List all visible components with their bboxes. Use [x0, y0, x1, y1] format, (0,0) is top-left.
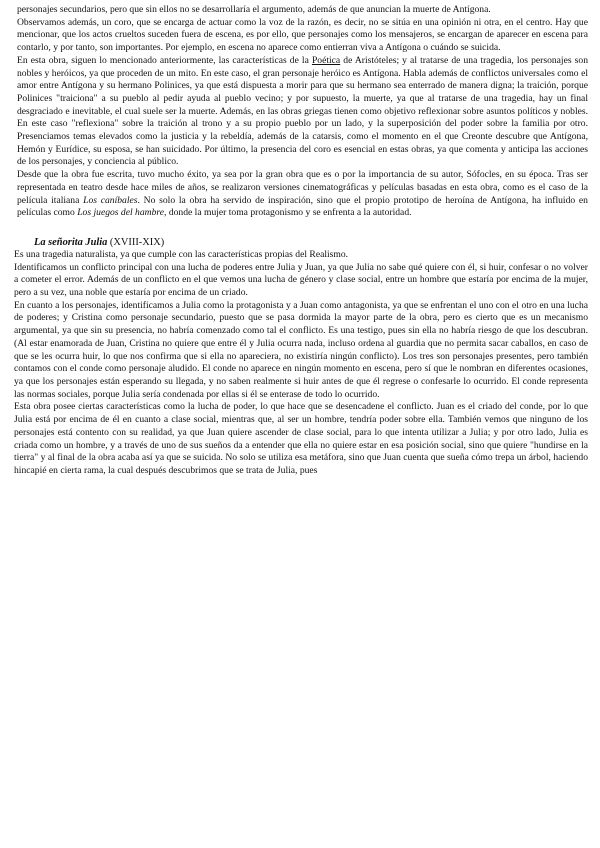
film-title-juegos: Los juegos del hambre — [77, 207, 165, 219]
paragraph-poetica — [17, 55, 588, 169]
section-heading — [34, 236, 588, 249]
paragraph-personajes: En cuanto a los personajes, identificamos a Julia como la protagonista y a Juan como antagonista, ya que se enfrentan el uno con el otro en una lucha de poderes; y Cristina como personaje secundario, puesto que se pasa dormida la mayor parte de la obra, pero es cierto que es un mecanismo argumental, ya que sin su presencia, no habría comenzado como tal el conflicto. Es una testigo, pues sin ella no habría riesgo de que los descubran. (Al estar enamorada de Juan, Cristina no quiere que entre él y Julia ocurra nada, incluso ordena al guardia que no permita sacar caballos, en caso de que se les ocurra huir, lo que nos confirma que si ella no apareciera, no existiría ningún conflicto). Los tres son personajes presentes, pero también contamos con el conde como personaje aludido. El conde no aparece en ningún momento en escena, pero sí que le nombran en diferentes ocasiones, ya que los personajes están esperando su llegada, y no saben realmente si huir antes de que él regrese o confesarle lo ocurrido. El conde representa las normas sociales, porque Julia sería condenada por ellas si él se enterase de todo lo ocurrido. — [14, 299, 588, 400]
text-run: de Aristóteles; y al tratarse de una tragedia, los personajes son nobles y heróicos, ya que proceden de un mito. En este caso, el gran personaje heróico es Antígona. Habla además de conflictos universales como el amor entre Antígona y su hermano Polinices, ya que está dispuesta a morir para que su hermano sea enterrado de manera digna; la traición, porque Polinices "traiciona" a su pueblo al pedir ayuda al pueblo vecino; y por supuesto, la muerte, ya que al tratarse de una tragedia, hay un final desgraciado e inevitable, el cual suele ser la muerte. Además, en las obras griegas tienen como objetivo reflexionar sobre asuntos políticos y nobles. En este caso "reflexiona" sobre la traición al trono y a su propio pueblo por un lado, y la superposición del poder sobre la familia por otro. Presenciamos temas elevados como la justicia y la rebeldía, además de la catarsis, como el momento en el que Creonte descubre que Antígona, Hemón y Eurídice, su esposa, se han suicidado. Por último, la presencia del coro es esencial en estas obras, ya que comenta y anticipa las acciones de los personajes, y conciencia al público. — [17, 54, 588, 168]
film-title-canibales: Los caníbales — [83, 194, 138, 206]
paragraph-exito — [17, 169, 588, 220]
paragraph-conflicto: Identificamos un conflicto principal con una lucha de poderes entre Julia y Juan, ya que Julia no sabe qué quiere con él, si huir, confesar o no volver a cometer el error. Además de un conflicto en el que vemos una lucha de género y clase social, entre un hombre que estaría por encima de la mujer, pero a su vez, una noble que estaría por encima de un criado. — [14, 261, 588, 299]
poetica-link[interactable]: Poética — [311, 54, 341, 66]
text-run: En esta obra, siguen lo mencionado anteriormente, las características de la — [17, 54, 312, 66]
paragraph-continued: personajes secundarios, pero que sin ellos no se desarrollaría el argumento, además de que anuncian la muerte de Antígona. — [17, 4, 491, 15]
heading-period: (XVIII-XIX) — [107, 236, 165, 248]
heading-title: La señorita Julia — [34, 236, 108, 248]
julia-section — [14, 236, 588, 478]
paragraph-tragedia: Es una tragedia naturalista, ya que cumple con las características propias del Realismo. — [14, 248, 349, 260]
antigona-section — [14, 4, 588, 220]
text-run: . No solo la obra ha servido de inspiración, sino que el propio prototipo de heroína de Antígona, ha influido en películas como — [17, 194, 588, 219]
text-run: , donde la mujer toma protagonismo y se enfrenta a la autoridad. — [164, 207, 412, 219]
text-run: Desde que la obra fue escrita, tuvo mucho éxito, ya sea por la gran obra que es o por la importancia de su autor, Sófocles, en su época. Tras ser representada en teatro desde hace miles de años, se realizaron versiones cinematográficas y películas basadas en esta obra, como es el caso de la película italiana — [17, 169, 588, 206]
paragraph-coro: Observamos además, un coro, que se encarga de actuar como la voz de la razón, es decir, no se sitúa en una opinión ni otra, en el centro. Hay que mencionar, que los actos crueltos suceden fuera de escena, es por ello, que personajes como los mensajeros, se encargan de aparecer en escena para contarlo, y por tanto, son importantes. Por ejemplo, en escena no aparece como entierran viva a Antígona o cuándo se suicida. — [17, 16, 588, 54]
paragraph-caracteristicas: Esta obra posee ciertas características como la lucha de poder, lo que hace que se desencadene el conflicto. Juan es el criado del conde, por lo que Julia está por encima de él en cuanto a clase social, mientras que, al ser un hombre, tendría poder sobre ella. También vemos que ninguno de los personajes está contento con su realidad, ya que Juan quiere ascender de clase social, para lo que intenta utilizar a Julia; y por otro lado, Julia es criada como un hombre, y a través de uno de sus sueños da a entender que ella no quiere estar en esa posición social, sino que quiere "hundirse en la tierra" y al final de la obra acaba así ya que se suicida. No solo se utiliza esa metáfora, sino que Juan cuenta que sueña cómo trepa un árbol, haciendo hincapié en cierta rama, la cual después descubrimos que se trata de Julia, pues — [14, 401, 588, 476]
